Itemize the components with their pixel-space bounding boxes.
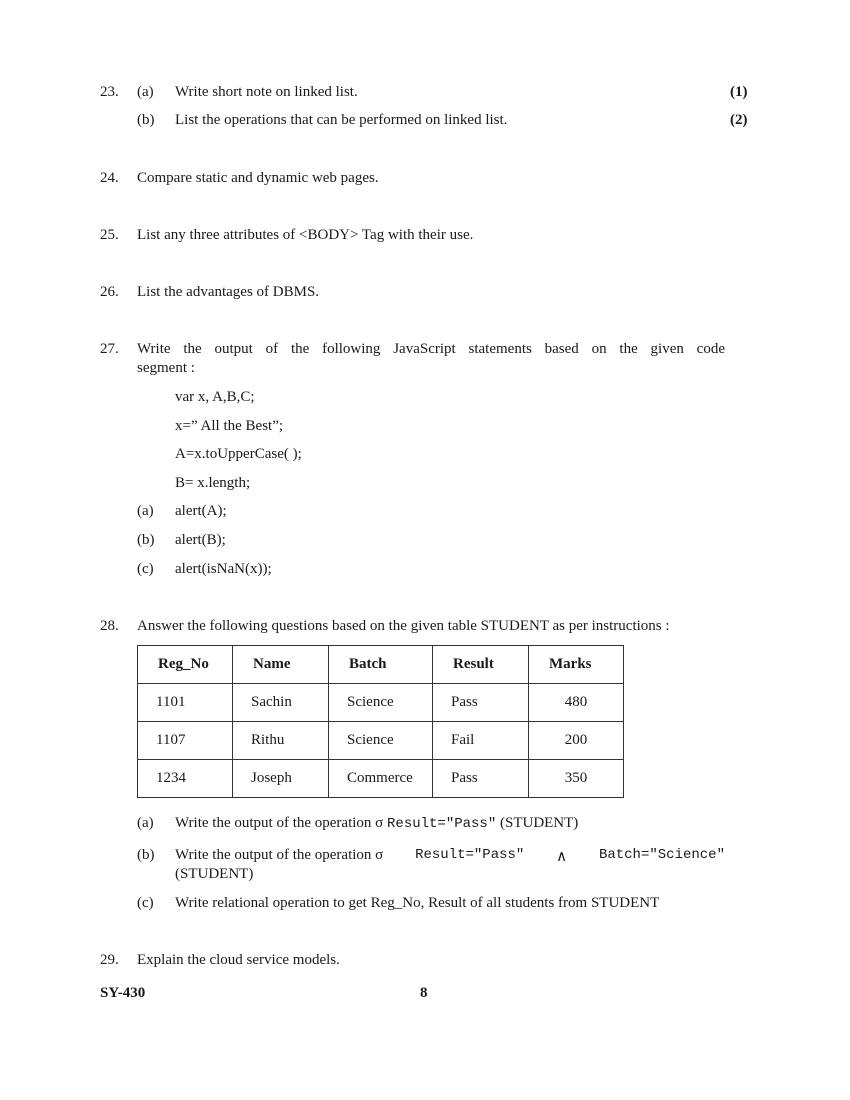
q23b-marks: (2) xyxy=(730,112,748,128)
q27c-label: (c) xyxy=(137,561,154,577)
table-cell: Joseph xyxy=(233,760,329,798)
q28c-label: (c) xyxy=(137,895,154,911)
q23a-label: (a) xyxy=(137,84,154,100)
q28b-text xyxy=(175,847,725,866)
table-cell: 480 xyxy=(529,684,624,722)
table-row xyxy=(138,760,624,798)
q27-text-line1: Write the output of the following JavaScript statements based on the given code xyxy=(137,341,725,357)
q24-text: Compare static and dynamic web pages. xyxy=(137,170,379,186)
table-cell: Sachin xyxy=(233,684,329,722)
q27-code-line: x=” All the Best”; xyxy=(175,418,284,434)
q23-number: 23. xyxy=(100,84,119,100)
table-cell: Pass xyxy=(433,684,529,722)
q28a-label: (a) xyxy=(137,815,154,831)
q28c-text: Write relational operation to get Reg_No, Result of all students from STUDENT xyxy=(175,895,660,911)
table-cell: Rithu xyxy=(233,722,329,760)
table-cell: Commerce xyxy=(329,760,433,798)
q25-number: 25. xyxy=(100,227,119,243)
q28b-expr2: Batch="Science" xyxy=(598,847,725,863)
q27-number: 27. xyxy=(100,341,119,357)
q27-code-line: A=x.toUpperCase( ); xyxy=(175,446,302,462)
table-header-cell: Marks xyxy=(529,646,624,684)
q28b-and: ∧ xyxy=(556,849,568,865)
q28a-pre: Write the output of the operation σ xyxy=(175,815,384,831)
q23b-text: List the operations that can be performed on linked list. xyxy=(175,112,508,128)
q25-text: List any three attributes of <BODY> Tag with their use. xyxy=(137,227,474,243)
q27a-text: alert(A); xyxy=(175,503,227,519)
table-cell: 1101 xyxy=(138,684,233,722)
q28a-text xyxy=(175,815,578,832)
q28a-expr: Result="Pass" xyxy=(387,816,497,832)
q28b-label: (b) xyxy=(137,847,155,863)
q27b-label: (b) xyxy=(137,532,155,548)
table-cell: 200 xyxy=(529,722,624,760)
table-cell: Pass xyxy=(433,760,529,798)
page-number: 8 xyxy=(420,985,428,1001)
q28a-post: (STUDENT) xyxy=(499,815,579,831)
q29-text: Explain the cloud service models. xyxy=(137,952,340,968)
table-header-cell: Batch xyxy=(329,646,433,684)
table-cell: Science xyxy=(329,722,433,760)
table-header-cell: Reg_No xyxy=(138,646,233,684)
q27c-text: alert(isNaN(x)); xyxy=(175,561,272,577)
q28b-pre: Write the output of the operation σ xyxy=(175,847,384,863)
q23a-text: Write short note on linked list. xyxy=(175,84,358,100)
table-cell: 350 xyxy=(529,760,624,798)
q26-text: List the advantages of DBMS. xyxy=(137,284,320,300)
paper-code: SY-430 xyxy=(100,985,146,1001)
table-row xyxy=(138,722,624,760)
table-header-row xyxy=(138,646,624,684)
table-cell: 1107 xyxy=(138,722,233,760)
table-cell: Fail xyxy=(433,722,529,760)
q26-number: 26. xyxy=(100,284,119,300)
q28-text: Answer the following questions based on the given table STUDENT as per instructions : xyxy=(137,618,670,634)
table-cell: Science xyxy=(329,684,433,722)
q27-text-line2: segment : xyxy=(137,360,195,376)
q28b-expr1: Result="Pass" xyxy=(415,847,525,863)
q29-number: 29. xyxy=(100,952,119,968)
q24-number: 24. xyxy=(100,170,119,186)
q27b-text: alert(B); xyxy=(175,532,226,548)
student-table xyxy=(137,645,624,798)
q23a-marks: (1) xyxy=(730,84,748,100)
table-header-cell: Name xyxy=(233,646,329,684)
table-cell: 1234 xyxy=(138,760,233,798)
q23b-label: (b) xyxy=(137,112,155,128)
q27-code-line: B= x.length; xyxy=(175,475,251,491)
q27-code-line: var x, A,B,C; xyxy=(175,389,255,405)
table-row xyxy=(138,684,624,722)
q28-number: 28. xyxy=(100,618,119,634)
table-header-cell: Result xyxy=(433,646,529,684)
q27a-label: (a) xyxy=(137,503,154,519)
q28b-post: (STUDENT) xyxy=(175,866,254,882)
